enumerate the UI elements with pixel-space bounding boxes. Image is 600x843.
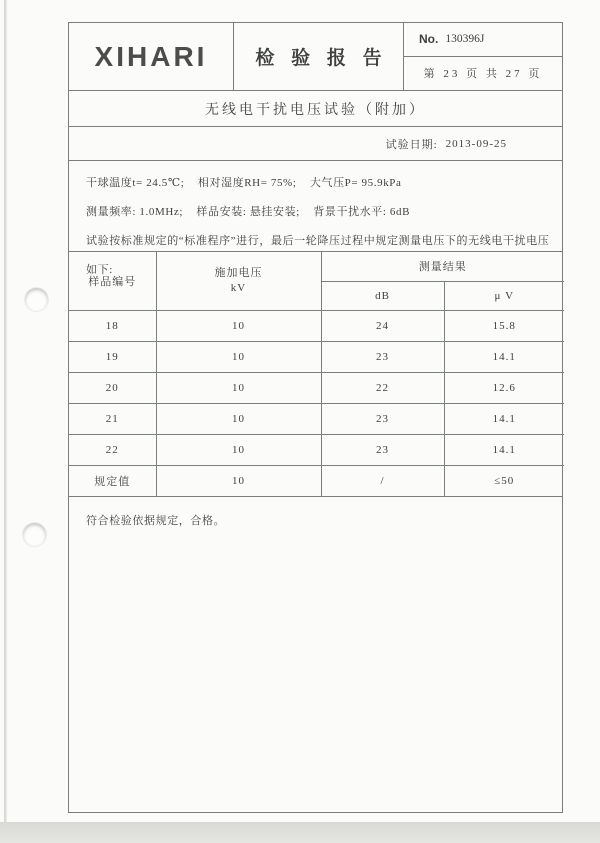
cell-uv: 14.1 (444, 341, 564, 372)
table-row (69, 434, 564, 465)
punch-hole-top (25, 288, 48, 311)
test-date-label: 试验日期: (385, 138, 438, 151)
cell-uv: 15.8 (444, 310, 564, 341)
cell-db: 24 (321, 310, 444, 341)
cell-db: / (321, 465, 444, 496)
cell-sample: 19 (69, 341, 156, 372)
report-title-cell (234, 23, 404, 90)
header-sample-no: 样品编号 (69, 252, 156, 310)
cell-uv: 14.1 (444, 434, 564, 465)
results-table-section (69, 252, 562, 497)
condition-line-procedure: 试验按标准规定的“标准程序”进行，最后一轮降压过程中规定测量电压下的无线电干扰电压如下: (86, 235, 550, 276)
table-row (69, 341, 564, 372)
section-title: 无线电干扰电压试验（附加） (69, 91, 562, 127)
table-row (69, 372, 564, 403)
report-number-label: No. (419, 32, 439, 47)
cell-db: 23 (321, 341, 444, 372)
report-frame (68, 22, 563, 813)
report-header (69, 23, 562, 91)
cell-sample: 20 (69, 372, 156, 403)
cell-db: 23 (321, 434, 444, 465)
cell-db: 23 (321, 403, 444, 434)
header-db: dB (321, 281, 444, 310)
results-table (69, 252, 564, 496)
conclusion-text: 符合检验依据规定，合格。 (86, 515, 226, 527)
cell-uv: ≤50 (444, 465, 564, 496)
test-date-value: 2013-09-25 (445, 137, 507, 150)
cell-voltage: 10 (156, 310, 321, 341)
report-number-value: 130396J (445, 33, 485, 46)
paper-left-edge (4, 0, 7, 843)
report-number-row (404, 23, 562, 57)
table-header-row-1 (69, 252, 564, 281)
header-measurement-result: 测量结果 (321, 252, 564, 281)
cell-voltage: 10 (156, 434, 321, 465)
paper-bottom-edge (0, 822, 600, 843)
header-uv: μ V (444, 281, 564, 310)
punch-hole-bottom (23, 523, 46, 546)
cell-sample: 21 (69, 403, 156, 434)
header-applied-voltage: 施加电压 kV (156, 252, 321, 310)
report-title: 检 验 报 告 (255, 48, 388, 69)
cell-voltage: 10 (156, 403, 321, 434)
company-logo: XIHARI (94, 40, 208, 72)
test-date-row (69, 127, 562, 161)
cell-uv: 14.1 (444, 403, 564, 434)
cell-voltage: 10 (156, 372, 321, 403)
report-number-cell (404, 23, 562, 90)
cell-sample: 规定值 (69, 465, 156, 496)
table-row-specified-value (69, 465, 564, 496)
table-row (69, 310, 564, 341)
cell-uv: 12.6 (444, 372, 564, 403)
condition-line-setup: 测量频率: 1.0MHz; 样品安装: 悬挂安装; 背景干扰水平: 6dB (86, 206, 411, 218)
table-row (69, 403, 564, 434)
cell-sample: 18 (69, 310, 156, 341)
page-indicator: 第 23 页 共 27 页 (423, 68, 543, 81)
cell-sample: 22 (69, 434, 156, 465)
cell-db: 22 (321, 372, 444, 403)
cell-voltage: 10 (156, 465, 321, 496)
logo-cell (69, 23, 234, 90)
cell-voltage: 10 (156, 341, 321, 372)
condition-line-environment: 干球温度t= 24.5℃; 相对湿度RH= 75%; 大气压P= 95.9kPa (86, 177, 402, 189)
